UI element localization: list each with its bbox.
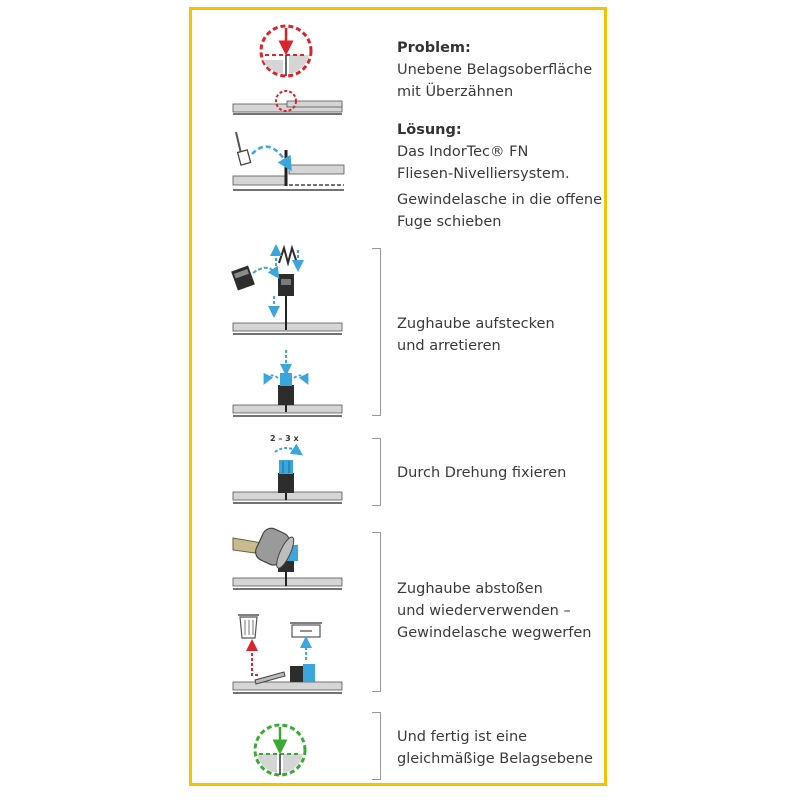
attach-text [397, 313, 555, 357]
turns-label: 2 – 3 x [270, 434, 299, 443]
solution-line-2: Fliesen-Nivelliersystem. [397, 166, 570, 182]
remove-line-3: Gewindelasche wegwerfen [397, 625, 592, 641]
solution-heading: Lösung: [397, 122, 462, 138]
bracket-rotate [372, 438, 381, 506]
bracket-done [372, 712, 381, 780]
done-text [397, 726, 593, 770]
attach-cap-icon [231, 248, 342, 334]
solution-line-1: Das IndorTec® FN [397, 144, 529, 160]
remove-line-1: Zughaube abstoßen [397, 581, 543, 597]
press-cap-icon [233, 350, 342, 416]
attach-line-1: Zughaube aufstecken [397, 316, 555, 332]
problem-line-1: Unebene Belagsoberfläche [397, 62, 593, 78]
problem-text [397, 37, 592, 103]
hammer-icon [233, 525, 342, 589]
storage-box-icon [290, 623, 322, 660]
insert-text [397, 189, 602, 233]
remove-line-2: und wiederverwenden – [397, 603, 571, 619]
attach-line-2: und arretieren [397, 338, 501, 354]
bracket-attach [372, 248, 381, 416]
done-line-1: Und fertig ist eine [397, 729, 528, 745]
trash-bin-icon [238, 615, 259, 675]
remove-text [397, 578, 591, 644]
insert-line-1: Gewindelasche in die offene [397, 192, 603, 208]
insert-line-2: Fuge schieben [397, 214, 502, 230]
rotate-text [397, 462, 566, 484]
problem-floor-icon [233, 91, 342, 114]
removed-parts-icon [233, 664, 342, 693]
problem-magnifier-icon [261, 26, 311, 76]
solution-text [397, 119, 570, 185]
rotate-label: Durch Drehung fixieren [397, 465, 567, 481]
problem-heading: Problem: [397, 40, 471, 56]
bracket-remove [372, 532, 381, 692]
done-magnifier-icon [255, 725, 305, 775]
rotate-cap-icon [233, 448, 342, 503]
insert-tab-icon [233, 132, 344, 190]
done-line-2: gleichmäßige Belagsebene [397, 751, 593, 767]
problem-line-2: mit Überzähnen [397, 84, 514, 100]
